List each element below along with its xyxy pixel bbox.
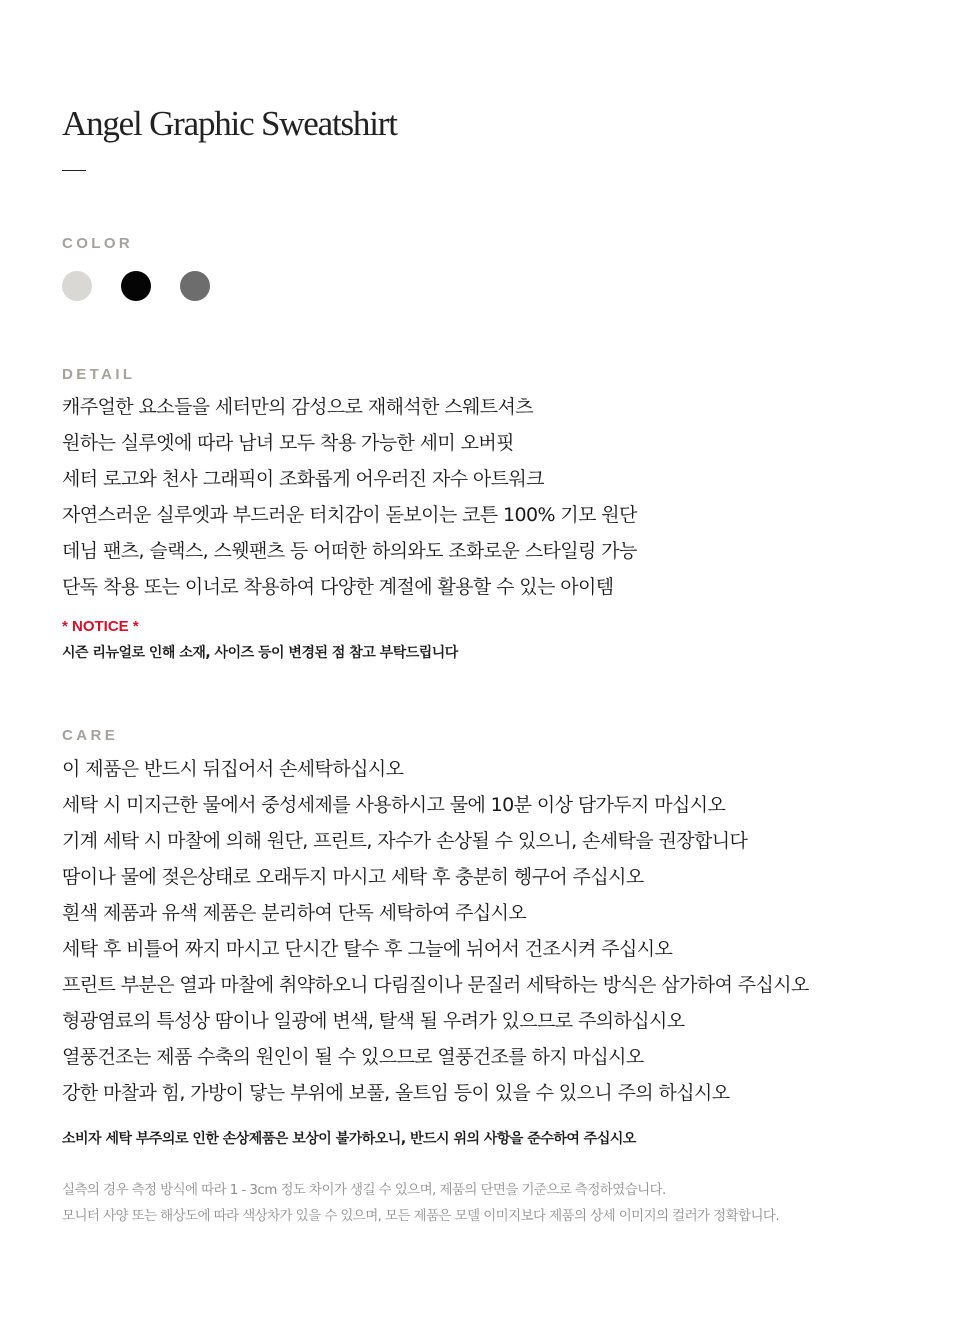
care-line: 세탁 시 미지근한 물에서 중성세제를 사용하시고 물에 10분 이상 담가두지 마십시오 [62, 794, 726, 816]
care-line: 땀이나 물에 젖은상태로 오래두지 마시고 세탁 후 충분히 헹구어 주십시오 [62, 866, 644, 888]
care-line: 세탁 후 비틀어 짜지 마시고 단시간 탈수 후 그늘에 뉘어서 건조시켜 주십시오 [62, 938, 673, 960]
title-divider [62, 170, 86, 171]
care-line: 흰색 제품과 유색 제품은 분리하여 단독 세탁하여 주십시오 [62, 902, 527, 924]
care-line: 강한 마찰과 힘, 가방이 닿는 부위에 보풀, 올트임 등이 있을 수 있으니 주의 하십시오 [62, 1082, 730, 1104]
notice-text: 시즌 리뉴얼로 인해 소재, 사이즈 등이 변경된 점 참고 부탁드립니다 [62, 645, 458, 661]
care-heading: CARE [62, 727, 119, 744]
color-swatch-light-gray[interactable] [62, 271, 92, 301]
detail-line: 캐주얼한 요소들을 세터만의 감성으로 재해석한 스웨트셔츠 [62, 396, 534, 418]
notice-label: * NOTICE * [62, 618, 139, 635]
detail-line: 세터 로고와 천사 그래픽이 조화롭게 어우러진 자수 아트워크 [62, 468, 544, 490]
detail-heading: DETAIL [62, 366, 136, 383]
care-warning: 소비자 세탁 부주의로 인한 손상제품은 보상이 불가하오니, 반드시 위의 사항을 준수하여 주십시오 [62, 1131, 636, 1147]
care-line: 열풍건조는 제품 수축의 원인이 될 수 있으므로 열풍건조를 하지 마십시오 [62, 1046, 644, 1068]
detail-line: 단독 착용 또는 이너로 착용하여 다양한 계절에 활용할 수 있는 아이템 [62, 576, 614, 598]
care-line: 기계 세탁 시 마찰에 의해 원단, 프린트, 자수가 손상될 수 있으니, 손세탁을 권장합니다 [62, 830, 748, 852]
care-line: 프린트 부분은 열과 마찰에 취약하오니 다림질이나 문질러 세탁하는 방식은 삼가하여 주십시오 [62, 974, 809, 996]
care-line: 형광염료의 특성상 땀이나 일광에 변색, 탈색 될 우려가 있으므로 주의하십시오 [62, 1010, 685, 1032]
detail-line: 자연스러운 실루엣과 부드러운 터치감이 돋보이는 코튼 100% 기모 원단 [62, 504, 637, 526]
care-line: 이 제품은 반드시 뒤집어서 손세탁하십시오 [62, 758, 404, 780]
color-heading: COLOR [62, 235, 134, 252]
footnotes [62, 1177, 779, 1229]
detail-line: 원하는 실루엣에 따라 남녀 모두 착용 가능한 세미 오버핏 [62, 432, 514, 454]
color-swatch-black[interactable] [121, 271, 151, 301]
detail-list [62, 389, 637, 605]
product-title: Angel Graphic Sweatshirt [62, 104, 397, 143]
footnote-line: 실측의 경우 측정 방식에 따라 1 - 3cm 정도 차이가 생길 수 있으며, 제품의 단면을 기준으로 측정하였습니다. [62, 1182, 666, 1198]
color-swatch-charcoal[interactable] [180, 271, 210, 301]
footnote-line: 모니터 사양 또는 해상도에 따라 색상차가 있을 수 있으며, 모든 제품은 모델 이미지보다 제품의 상세 이미지의 컬러가 정확합니다. [62, 1208, 780, 1224]
care-list [62, 751, 809, 1111]
color-swatches [62, 271, 210, 301]
detail-line: 데님 팬츠, 슬랙스, 스웻팬츠 등 어떠한 하의와도 조화로운 스타일링 가능 [62, 540, 637, 562]
